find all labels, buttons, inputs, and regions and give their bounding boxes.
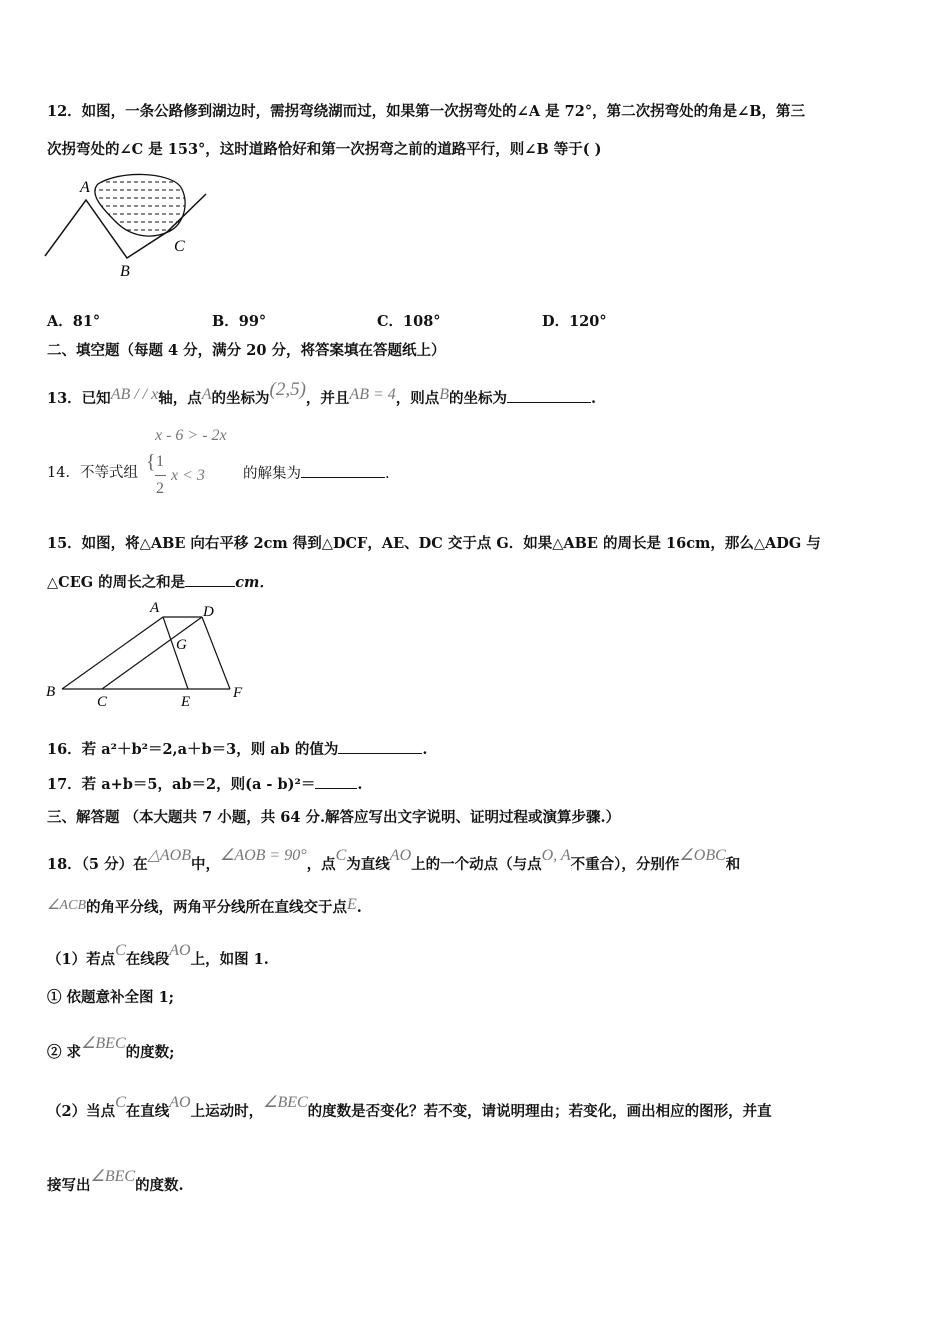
fig12-label-b: B bbox=[120, 263, 130, 280]
q18-line1: 18．（5 分）在△AOB中，∠AOB = 90°，点C为直线AO上的一个动点（与点O, A不重合），分别作∠OBC和 bbox=[47, 847, 741, 873]
q14-ineq2: x < 3 bbox=[171, 467, 205, 484]
q12-option-d: D．120° bbox=[542, 313, 607, 330]
q12-option-c: C．108° bbox=[377, 313, 441, 330]
q17: 17．若 a+b＝5，ab＝2，则(a - b)²＝ . bbox=[47, 776, 363, 793]
segment-ae bbox=[163, 617, 188, 689]
q14-fraction-bar bbox=[155, 475, 166, 476]
q15-answer-blank bbox=[185, 572, 235, 587]
q12-line1: 12．如图，一条公路修到湖边时，需拐弯绕湖而过，如果第一次拐弯处的∠A 是 72°，第二次拐弯处的角是∠B，第三 bbox=[47, 103, 806, 120]
q18-part2-cont: 接写出∠BEC的度数. bbox=[47, 1168, 184, 1194]
fig15-label-c: C bbox=[97, 694, 108, 710]
lake-road-figure bbox=[40, 170, 215, 282]
translation-figure bbox=[40, 597, 255, 712]
segment-ab bbox=[62, 617, 163, 689]
q14-prefix: 14．不等式组 bbox=[47, 465, 138, 481]
q18-step1: ① 依题意补全图 1; bbox=[47, 989, 175, 1006]
q13: 13．已知AB / / x轴，点A的坐标为(2,5)，并且AB = 4，则点B的坐标为 . bbox=[47, 379, 597, 407]
fig15-label-f: F bbox=[233, 685, 243, 701]
fig15-label-d: D bbox=[203, 604, 214, 620]
q14-answer-blank bbox=[301, 463, 385, 478]
q18-line2: ∠ACB的角平分线，两角平分线所在直线交于点E. bbox=[47, 896, 362, 916]
q18-part1: （1）若点C在线段AO上，如图 1. bbox=[47, 942, 269, 968]
segment-df bbox=[202, 617, 230, 689]
fig15-label-g: G bbox=[176, 637, 187, 653]
q12-option-b: B．99° bbox=[212, 313, 267, 330]
q18-step2: ② 求∠BEC的度数; bbox=[47, 1035, 175, 1061]
fig15-label-e: E bbox=[181, 694, 191, 710]
q16: 16．若 a²＋b²＝2,a＋b＝3，则 ab 的值为 . bbox=[47, 741, 428, 758]
q15-line2: △CEG 的周长之和是 cm． bbox=[47, 574, 274, 591]
fig12-label-a: A bbox=[80, 179, 90, 196]
q12-option-a: A．81° bbox=[47, 313, 101, 330]
fig15-label-b: B bbox=[46, 684, 56, 700]
section-2-heading: 二、填空题（每题 4 分，满分 20 分，将答案填在答题纸上） bbox=[47, 342, 446, 359]
fig15-label-a: A bbox=[150, 600, 160, 616]
section-3-heading: 三、解答题 （本大题共 7 小题，共 64 分.解答应写出文字说明、证明过程或演算步骤.） bbox=[47, 809, 621, 826]
segment-cd bbox=[102, 617, 202, 689]
q14-ineq1: x - 6 > - 2x bbox=[155, 427, 227, 444]
q17-answer-blank bbox=[315, 774, 357, 789]
q16-answer-blank bbox=[338, 739, 422, 754]
fig12-label-c: C bbox=[174, 238, 185, 255]
q18-part2: （2）当点C在直线AO上运动时，∠BEC的度数是否变化？若不变，请说明理由；若变化，画出相应的图形，并直 bbox=[47, 1094, 772, 1120]
q14-frac-den: 2 bbox=[156, 480, 164, 497]
q15-line1: 15．如图，将△ABE 向右平移 2cm 得到△DCF，AE、DC 交于点 G．如果△ABE 的周长是 16cm，那么△ADG 与 bbox=[47, 535, 821, 552]
q12-line2: 次拐弯处的∠C 是 153°，这时道路恰好和第一次拐弯之前的道路平行，则∠B 等于( ) bbox=[47, 141, 602, 158]
q14-suffix: 的解集为 . bbox=[243, 463, 390, 484]
q14-brace: { bbox=[146, 451, 156, 473]
q13-answer-blank bbox=[507, 388, 591, 403]
q14-frac-num: 1 bbox=[156, 453, 164, 470]
